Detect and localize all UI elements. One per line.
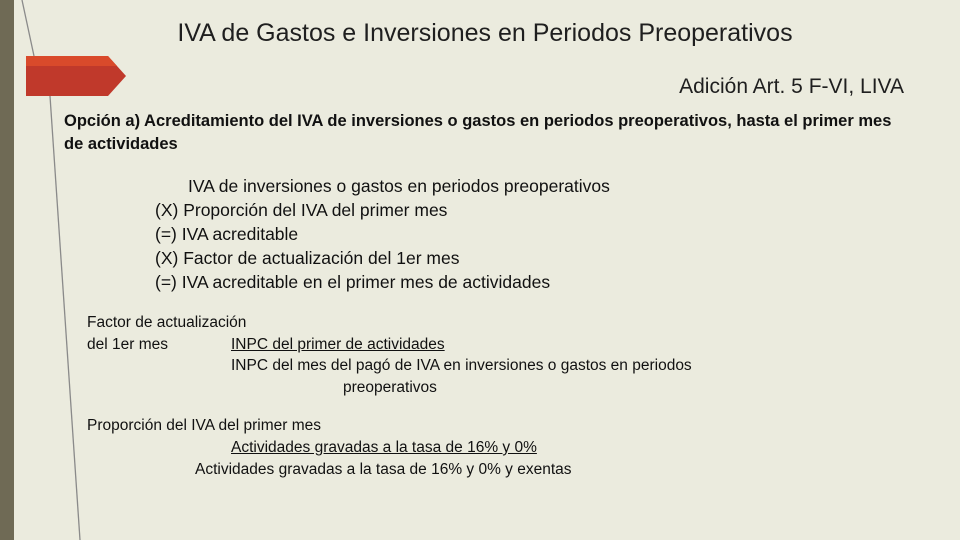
option-a-heading: Opción a) Acreditamiento del IVA de inversiones o gastos en periodos preoperativos, hasta el primer mes de actividades — [64, 112, 892, 153]
proportion-numerator: Actividades gravadas a la tasa de 16% y 0% — [231, 439, 537, 456]
formula-block — [155, 174, 610, 294]
slide-title: IVA de Gastos e Inversiones en Periodos Preoperativos — [177, 19, 793, 47]
decorative-line-bottom — [50, 96, 80, 540]
formula-line: (X) Proporción del IVA del primer mes — [155, 200, 448, 220]
factor-label-line2: del 1er mes — [87, 336, 168, 353]
factor-label-line1: Factor de actualización — [87, 314, 247, 331]
factor-denominator-line1: INPC del mes del pagó de IVA en inversiones o gastos en periodos — [231, 357, 692, 374]
formula-line: (=) IVA acreditable — [155, 224, 299, 244]
formula-line: (=) IVA acreditable en el primer mes de actividades — [155, 272, 551, 292]
proportion-denominator: Actividades gravadas a la tasa de 16% y 0% y exentas — [195, 461, 572, 478]
formula-line: (X) Factor de actualización del 1er mes — [155, 248, 460, 268]
slide-subtitle: Adición Art. 5 F-VI, LIVA — [679, 75, 904, 98]
factor-denominator-line2: preoperativos — [343, 379, 437, 396]
arrow-tab-highlight — [26, 56, 117, 66]
formula-line: IVA de inversiones o gastos en periodos preoperativos — [188, 176, 610, 196]
factor-numerator: INPC del primer de actividades — [231, 336, 445, 353]
proportion-label: Proporción del IVA del primer mes — [87, 417, 322, 434]
